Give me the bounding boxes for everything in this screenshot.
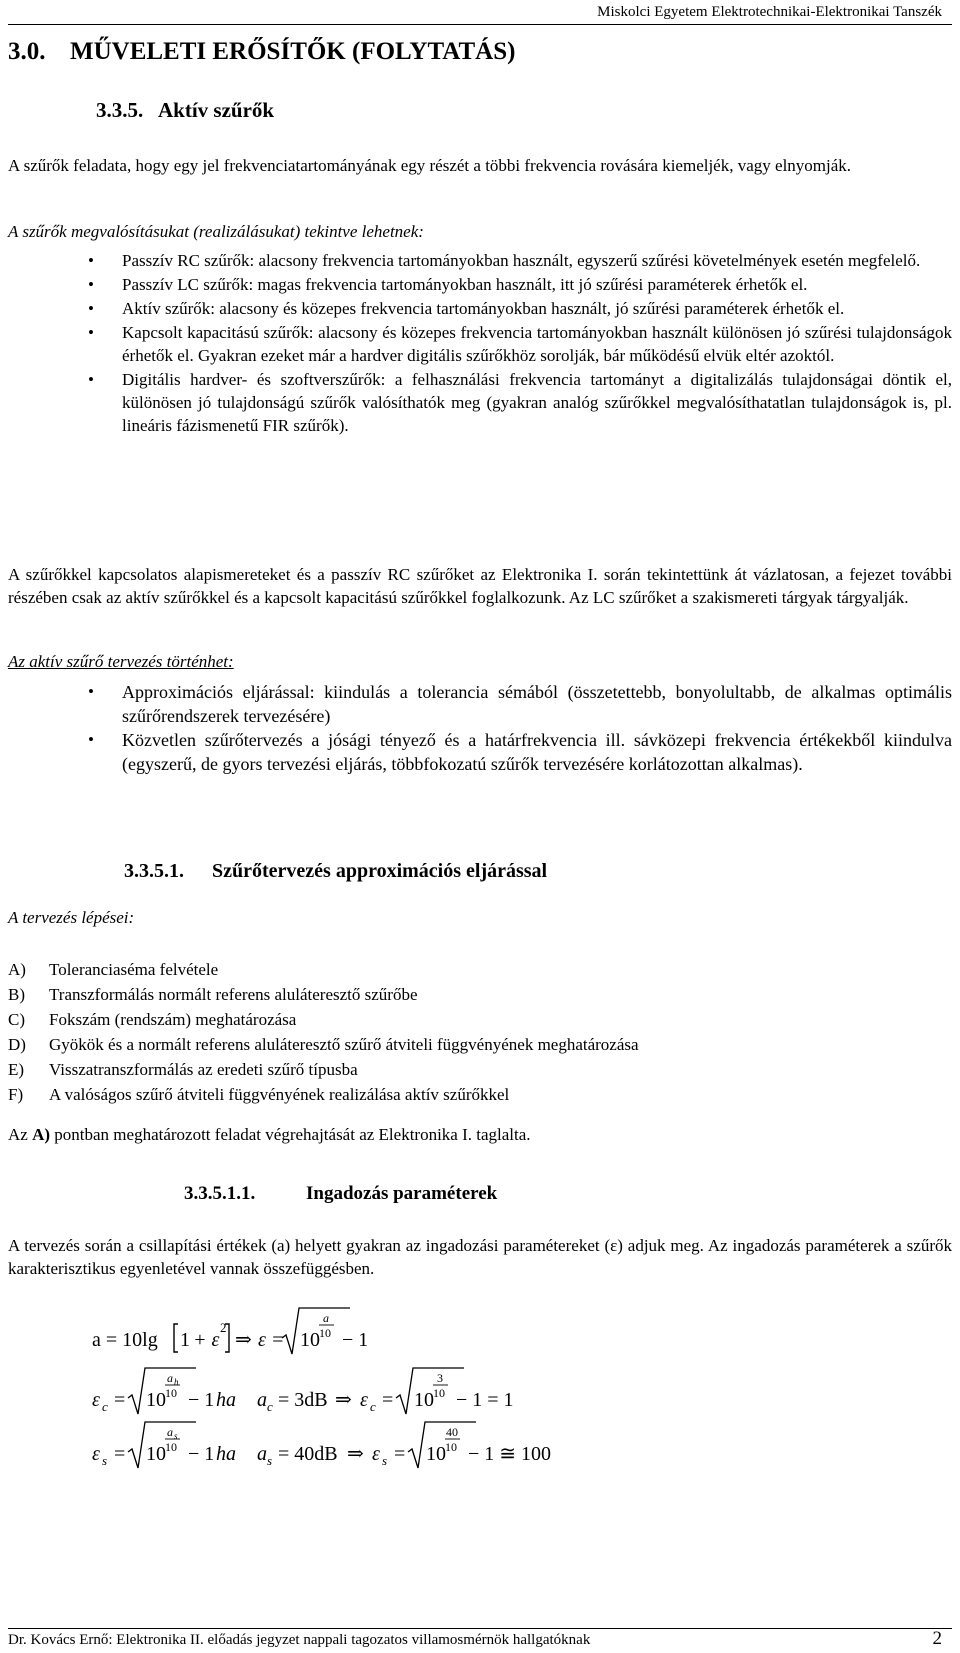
step-letter: F) xyxy=(8,1085,24,1104)
list-item: • Kapcsolt kapacitású szűrők: alacsony és közepes frekvencia tartományokban használt különösen jó szűrési tulajdonságok érhetők el. Gyakran ezeket már a hardver digitális szűrőkhöz sorolják, bár működésű elvük eltér azoktól. xyxy=(8,321,952,367)
formula-1 xyxy=(92,1300,392,1360)
f3-eq2: = xyxy=(394,1443,406,1465)
f3-num-a: a xyxy=(167,1425,173,1439)
f3-eps2: ε xyxy=(372,1443,380,1465)
f2-minus1-eq: − 1 = 1 xyxy=(456,1389,514,1411)
header-rule xyxy=(8,24,952,25)
step-text: Visszatranszformálás az eredeti szűrő típusba xyxy=(49,1060,358,1079)
formula-3 xyxy=(92,1414,562,1474)
f2-eps2: ε xyxy=(360,1389,368,1411)
f2-sub-c: c xyxy=(102,1399,108,1414)
f2-num-sub: h xyxy=(174,1377,179,1387)
f3-eps2-sub: s xyxy=(382,1453,388,1468)
f3-eps: ε xyxy=(92,1443,100,1465)
list-item xyxy=(8,982,639,1007)
step-text: Transzformálás normált referens aluláteresztő szűrőbe xyxy=(49,985,418,1004)
step-letter: C) xyxy=(8,1010,25,1029)
steps-label: A tervezés lépései: xyxy=(8,908,135,927)
f3-val: = 40dB xyxy=(278,1443,338,1465)
subsection-number: 3.3.5.1. xyxy=(124,860,184,882)
step-letter: A) xyxy=(8,960,26,979)
a-point-prefix: Az xyxy=(8,1125,33,1144)
f3-den: 10 xyxy=(165,1440,177,1454)
section-heading xyxy=(96,98,274,123)
step-text: Toleranciaséma felvétele xyxy=(49,960,219,979)
f2-eq2: = xyxy=(382,1389,394,1411)
f2-ten2: 10 xyxy=(414,1389,434,1411)
subsection-heading xyxy=(124,860,547,883)
a-point-suffix: pontban meghatározott feladat végrehajtását az Elektronika I. taglalta. xyxy=(50,1125,531,1144)
list-item xyxy=(8,1057,639,1082)
f2-a: a xyxy=(257,1389,267,1411)
f3-sub-s: s xyxy=(102,1453,108,1468)
list-item xyxy=(8,1082,639,1107)
section-title: Aktív szűrők xyxy=(158,98,275,122)
list-item: • Aktív szűrők: alacsony és közepes frekvencia tartományokban használt, jó szűrési paraméterek érhetők el. xyxy=(8,297,952,320)
f3-ha: ha xyxy=(216,1443,236,1465)
f3-a-sub: s xyxy=(267,1453,273,1468)
design-list xyxy=(8,680,952,776)
list-item xyxy=(8,957,639,982)
f2-num3: 3 xyxy=(437,1371,443,1385)
f3-eq: = xyxy=(114,1443,126,1465)
list-item: • Passzív RC szűrők: alacsony frekvencia tartományokban használt, egyszerű szűrési követelmények esetén megfelelő. xyxy=(8,249,952,272)
f1-exp: 2 xyxy=(220,1320,227,1335)
chapter-heading xyxy=(8,38,515,66)
steps-list xyxy=(8,957,639,1107)
step-letter: D) xyxy=(8,1035,26,1054)
f2-den: 10 xyxy=(165,1386,177,1400)
f1-minus1: − 1 xyxy=(342,1329,369,1351)
list-item: • Approximációs eljárással: kiindulás a tolerancia sémából (összetettebb, bonyolultabb, de alkalmas optimális szűrőrendszerek tervezésére) xyxy=(8,680,952,728)
chapter-number: 3.0. xyxy=(8,38,46,65)
f1-arrow: ⇒ xyxy=(235,1329,252,1351)
f3-a: a xyxy=(257,1443,267,1465)
a-point-paragraph xyxy=(8,1123,952,1146)
f1-den: 10 xyxy=(319,1326,331,1340)
f2-a-sub: c xyxy=(267,1399,273,1414)
f2-den2: 10 xyxy=(433,1386,445,1400)
f2-ha: ha xyxy=(216,1389,236,1411)
list-item xyxy=(8,1032,639,1057)
f2-num-a: a xyxy=(167,1371,173,1385)
realization-label: A szűrők megvalósításukat (realizálásukat) tekintve lehetnek: xyxy=(8,222,424,241)
step-text: Fokszám (rendszám) meghatározása xyxy=(49,1010,297,1029)
step-letter: E) xyxy=(8,1060,25,1079)
f3-minus1: − 1 xyxy=(188,1443,215,1465)
subsubsection-title: Ingadozás paraméterek xyxy=(306,1183,498,1204)
f2-val: = 3dB xyxy=(278,1389,328,1411)
step-letter: B) xyxy=(8,985,25,1004)
ripple-paragraph: A tervezés során a csillapítási értékek (a) helyett gyakran az ingadozási paramétereket (ε) adjuk meg. Az ingadozás paraméterek a szűrők karakterisztikus egyenletével vannak összefüggésben. xyxy=(8,1236,952,1278)
list-item: • Közvetlen szűrőtervezés a jósági tényező és a határfrekvencia ill. sávközepi frekvencia értékekből kiindulva (egyszerű, de gyors tervezési eljárás, többfokozatú szűrők tervezésére korlátozottan alkalmas). xyxy=(8,728,952,776)
chapter-title: MŰVELETI ERŐSÍTŐK (FOLYTATÁS) xyxy=(70,38,516,65)
f1-lhs: a = 10lg xyxy=(92,1329,158,1351)
intro-paragraph: A szűrők feladata, hogy egy jel frekvenciatartományának egy részét a többi frekvencia rovására kiemeljék, vagy elnyomják. xyxy=(8,156,852,175)
list-item: • Passzív LC szűrők: magas frekvencia tartományokban használt, itt jó szűrési paraméterek érhetők el. xyxy=(8,273,952,296)
step-text: Gyökök és a normált referens aluláteresztő szűrő átviteli függvényének meghatározása xyxy=(49,1035,639,1054)
f1-eps: ε = xyxy=(258,1329,285,1351)
f1-one: 1 xyxy=(180,1329,190,1351)
f3-arrow: ⇒ xyxy=(347,1443,364,1465)
footer-rule xyxy=(8,1628,952,1629)
f2-eq: = xyxy=(114,1389,126,1411)
f2-eps2-sub: c xyxy=(370,1399,376,1414)
subsubsection-heading xyxy=(184,1183,497,1205)
f1-plus-eps: + ε xyxy=(193,1329,220,1351)
basics-paragraph: A szűrőkkel kapcsolatos alapismereteket és a passzív RC szűrőket az Elektronika I. során tekintettünk át vázlatosan, a fejezet további részében csak az aktív szűrőkkel és a kapcsolt kapacitású szűrőkkel foglalkozunk. Az LC szűrőket a szakismereti tárgyak tárgyalják. xyxy=(8,565,952,607)
subsubsection-number: 3.3.5.1.1. xyxy=(184,1183,256,1204)
f1-ten: 10 xyxy=(300,1329,320,1351)
f3-ten2: 10 xyxy=(426,1443,446,1465)
page-number: 2 xyxy=(932,1628,942,1649)
f2-eps: ε xyxy=(92,1389,100,1411)
page-header: Miskolci Egyetem Elektrotechnikai-Elektronikai Tanszék xyxy=(597,4,942,20)
f2-ten: 10 xyxy=(146,1389,166,1411)
step-text: A valóságos szűrő átviteli függvényének realizálása aktív szűrőkkel xyxy=(49,1085,510,1104)
f1-num-a: a xyxy=(323,1311,329,1325)
f2-arrow: ⇒ xyxy=(335,1389,352,1411)
a-point-bold: A) xyxy=(32,1125,51,1144)
f3-ten: 10 xyxy=(146,1443,166,1465)
f3-num40: 40 xyxy=(446,1425,458,1439)
list-item xyxy=(8,1007,639,1032)
f1-bracket-left xyxy=(174,1324,178,1352)
f2-minus1: − 1 xyxy=(188,1389,215,1411)
f3-num-sub: s xyxy=(174,1431,178,1441)
section-number: 3.3.5. xyxy=(96,98,144,122)
design-label: Az aktív szűrő tervezés történhet: xyxy=(8,652,234,671)
list-item: • Digitális hardver- és szoftverszűrők: a felhasználási frekvencia tartományt a digitalizálás tulajdonságai döntik el, különösen jó tulajdonságú szűrők valósíthatók meg (gyakran analóg szűrőkkel megvalósíthatatlan tulajdonságok is, pl. lineáris fázismenetű FIR szűrők). xyxy=(8,368,952,437)
page-footer: Dr. Kovács Ernő: Elektronika II. előadás jegyzet nappali tagozatos villamosmérnök hallgatóknak xyxy=(8,1632,591,1648)
f3-den2: 10 xyxy=(445,1440,457,1454)
subsection-title: Szűrőtervezés approximációs eljárással xyxy=(212,860,548,882)
realization-list xyxy=(8,249,952,438)
formula-2 xyxy=(92,1360,542,1420)
f3-minus1-approx: − 1 ≅ 100 xyxy=(468,1443,552,1465)
